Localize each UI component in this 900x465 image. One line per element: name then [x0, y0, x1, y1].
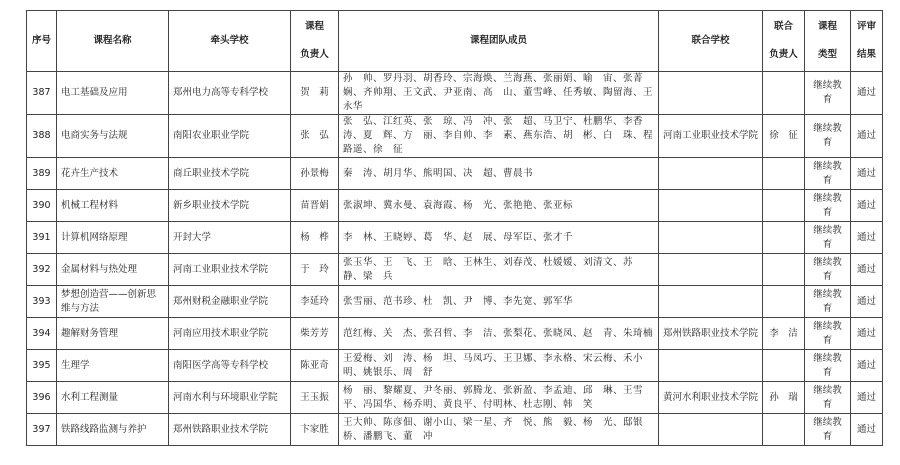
cell-school: 南阳医学高等专科学校 — [169, 350, 291, 382]
cell-type: 继续教育 — [805, 350, 851, 382]
header-result-line2: 结果 — [856, 49, 876, 60]
course-table-container — [26, 10, 882, 446]
cell-school: 郑州电力高等专科学校 — [169, 72, 291, 115]
cell-leader: 孙景梅 — [291, 158, 339, 190]
cell-team: 张雪丽、范书珍、杜 凯、尹 博、李先宽、郭军华 — [339, 286, 659, 318]
cell-type: 继续教育 — [805, 414, 851, 446]
table-row — [27, 286, 883, 318]
cell-seq: 396 — [27, 382, 57, 414]
cell-result: 通过 — [851, 318, 883, 350]
cell-team: 杨 丽、黎耀夏、尹冬丽、郭腾龙、张新盈、李孟迪、邱 琳、王雪平、冯国华、杨乔明、黄良平、付明林、杜志刚、韩 笑 — [339, 382, 659, 414]
cell-leader: 贺 莉 — [291, 72, 339, 115]
cell-team: 王大帅、陈彦佃、谢小山、梁一星、齐 悦、熊 毅、杨 光、邸银桥、潘鹏飞、董 冲 — [339, 414, 659, 446]
cell-seq: 391 — [27, 222, 57, 254]
cell-school: 郑州铁路职业技术学院 — [169, 414, 291, 446]
cell-partner — [659, 350, 763, 382]
cell-school: 南阳农业职业学院 — [169, 115, 291, 158]
header-type — [805, 11, 851, 72]
cell-leader: 柴芳芳 — [291, 318, 339, 350]
cell-seq: 390 — [27, 190, 57, 222]
cell-course: 计算机网络原理 — [57, 222, 169, 254]
cell-type: 继续教育 — [805, 158, 851, 190]
cell-partner — [659, 190, 763, 222]
cell-course: 梦想创造营——创新思维与方法 — [57, 286, 169, 318]
cell-leader: 卞家胜 — [291, 414, 339, 446]
cell-seq: 387 — [27, 72, 57, 115]
table-row — [27, 414, 883, 446]
cell-team: 李 林、王晓婷、葛 华、赵 展、母军臣、张才千 — [339, 222, 659, 254]
cell-team: 张玉华、王 飞、王 晗、王林生、刘春茂、杜媛媛、刘清文、苏 静、梁 兵 — [339, 254, 659, 286]
cell-school: 新乡职业技术学院 — [169, 190, 291, 222]
cell-course: 水利工程测量 — [57, 382, 169, 414]
cell-type: 继续教育 — [805, 318, 851, 350]
cell-course: 花卉生产技术 — [57, 158, 169, 190]
cell-type: 继续教育 — [805, 115, 851, 158]
cell-result: 通过 — [851, 115, 883, 158]
cell-partner — [659, 158, 763, 190]
cell-partner-leader — [763, 222, 805, 254]
cell-school: 开封大学 — [169, 222, 291, 254]
header-partner-leader — [763, 11, 805, 72]
cell-leader: 王玉振 — [291, 382, 339, 414]
header-result-line1: 评审 — [856, 21, 876, 32]
cell-course: 机械工程材料 — [57, 190, 169, 222]
cell-team: 王爱梅、刘 涛、杨 坦、马凤巧、王卫娜、李永格、宋云梅、禾小明、姚银乐、周 舒 — [339, 350, 659, 382]
cell-partner — [659, 286, 763, 318]
course-review-table — [26, 10, 883, 446]
cell-school: 河南应用技术职业学院 — [169, 318, 291, 350]
cell-team: 张淑坤、冀永曼、袁海霞、杨 光、张艳艳、张亚标 — [339, 190, 659, 222]
cell-seq: 397 — [27, 414, 57, 446]
cell-partner: 郑州铁路职业技术学院 — [659, 318, 763, 350]
header-partner-leader-line1: 联合 — [773, 21, 793, 32]
table-row — [27, 318, 883, 350]
header-partner: 联合学校 — [659, 11, 763, 72]
cell-partner-leader — [763, 158, 805, 190]
header-team: 课程团队成员 — [339, 11, 659, 72]
cell-type: 继续教育 — [805, 286, 851, 318]
cell-seq: 393 — [27, 286, 57, 318]
cell-type: 继续教育 — [805, 254, 851, 286]
cell-type: 继续教育 — [805, 382, 851, 414]
cell-type: 继续教育 — [805, 222, 851, 254]
cell-result: 通过 — [851, 158, 883, 190]
cell-partner: 河南工业职业技术学院 — [659, 115, 763, 158]
cell-partner-leader: 徐 征 — [763, 115, 805, 158]
cell-team: 秦 涛、胡月华、熊明国、决 超、曹晨书 — [339, 158, 659, 190]
cell-team: 范红梅、关 杰、张召哲、李 洁、张梨花、张晓凤、赵 青、朱琦楠 — [339, 318, 659, 350]
header-leader-line2: 负责人 — [300, 49, 329, 60]
cell-result: 通过 — [851, 190, 883, 222]
cell-seq: 394 — [27, 318, 57, 350]
header-leader — [291, 11, 339, 72]
cell-partner — [659, 414, 763, 446]
cell-partner-leader: 李 洁 — [763, 318, 805, 350]
header-type-line1: 课程 — [817, 21, 837, 32]
cell-result: 通过 — [851, 350, 883, 382]
cell-course: 铁路线路监测与养护 — [57, 414, 169, 446]
header-seq: 序号 — [27, 11, 57, 72]
cell-course: 生理学 — [57, 350, 169, 382]
cell-result: 通过 — [851, 72, 883, 115]
cell-result: 通过 — [851, 222, 883, 254]
cell-seq: 392 — [27, 254, 57, 286]
cell-seq: 389 — [27, 158, 57, 190]
cell-course: 趣解财务管理 — [57, 318, 169, 350]
cell-partner-leader — [763, 254, 805, 286]
table-row — [27, 115, 883, 158]
table-header-row — [27, 11, 883, 72]
cell-partner: 黄河水利职业技术学院 — [659, 382, 763, 414]
cell-result: 通过 — [851, 414, 883, 446]
cell-team: 张 弘、江红英、张 琼、冯 冲、张 超、马卫宁、杜鹏华、李香涛、夏 辉、方 丽、李自帅、李 素、燕东浩、胡 彬、白 珠、程路遥、徐 征 — [339, 115, 659, 158]
table-row — [27, 382, 883, 414]
cell-school: 郑州财税金融职业学院 — [169, 286, 291, 318]
table-row — [27, 158, 883, 190]
header-type-line2: 类型 — [817, 49, 837, 60]
cell-partner-leader: 孙 瑞 — [763, 382, 805, 414]
header-leader-line1: 课程 — [304, 21, 324, 32]
cell-partner-leader — [763, 414, 805, 446]
cell-school: 河南工业职业技术学院 — [169, 254, 291, 286]
cell-result: 通过 — [851, 254, 883, 286]
cell-school: 商丘职业技术学院 — [169, 158, 291, 190]
header-result — [851, 11, 883, 72]
table-row — [27, 350, 883, 382]
cell-partner-leader — [763, 72, 805, 115]
cell-course: 电工基础及应用 — [57, 72, 169, 115]
header-course: 课程名称 — [57, 11, 169, 72]
cell-partner-leader — [763, 350, 805, 382]
table-row — [27, 254, 883, 286]
cell-course: 电商实务与法规 — [57, 115, 169, 158]
cell-leader: 陈亚奇 — [291, 350, 339, 382]
cell-seq: 395 — [27, 350, 57, 382]
cell-type: 继续教育 — [805, 72, 851, 115]
cell-leader: 李延玲 — [291, 286, 339, 318]
cell-leader: 苗晋娟 — [291, 190, 339, 222]
cell-partner-leader — [763, 286, 805, 318]
header-partner-leader-line2: 负责人 — [769, 49, 798, 60]
table-row — [27, 222, 883, 254]
cell-type: 继续教育 — [805, 190, 851, 222]
cell-leader: 于 玲 — [291, 254, 339, 286]
cell-leader: 张 弘 — [291, 115, 339, 158]
header-school: 牵头学校 — [169, 11, 291, 72]
cell-result: 通过 — [851, 382, 883, 414]
table-row — [27, 190, 883, 222]
cell-leader: 杨 桦 — [291, 222, 339, 254]
cell-course: 金属材料与热处理 — [57, 254, 169, 286]
cell-partner — [659, 222, 763, 254]
cell-team: 孙 帅、罗丹羽、胡香玲、宗海焕、兰海燕、张丽娟、喻 宙、张菁娴、齐帅翔、王文武、尹亚南、高 山、董雪峰、任秀敏、陶留海、王永华 — [339, 72, 659, 115]
cell-seq: 388 — [27, 115, 57, 158]
cell-partner — [659, 72, 763, 115]
table-row — [27, 72, 883, 115]
cell-partner-leader — [763, 190, 805, 222]
cell-school: 河南水利与环境职业学院 — [169, 382, 291, 414]
cell-partner — [659, 254, 763, 286]
cell-result: 通过 — [851, 286, 883, 318]
